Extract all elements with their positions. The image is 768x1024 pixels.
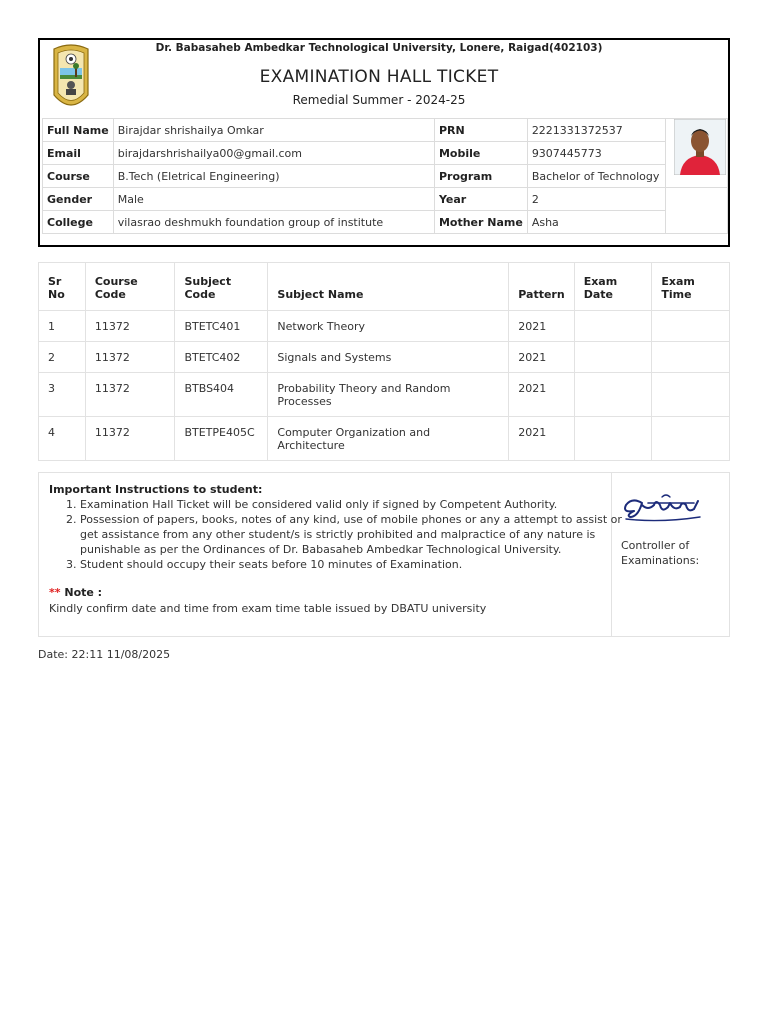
university-name: Dr. Babasaheb Ambedkar Technological University, Lonere, Raigad(402103)	[155, 42, 603, 54]
col-exam-time: Exam Time	[652, 263, 730, 311]
college-label: College	[43, 211, 114, 234]
exam-time	[652, 342, 730, 373]
pattern: 2021	[509, 342, 574, 373]
course-label: Course	[43, 165, 114, 188]
subjects-table	[38, 262, 730, 461]
exam-date	[574, 417, 652, 461]
note-label: Note :	[64, 586, 103, 599]
instructions-list	[49, 497, 635, 572]
subjects-header-row	[39, 263, 730, 311]
subject-name: Signals and Systems	[268, 342, 509, 373]
subject-name: Network Theory	[268, 311, 509, 342]
col-exam-date: Exam Date	[574, 263, 652, 311]
instruction-item: 1. Examination Hall Ticket will be considered valid only if signed by Competent Authority.	[80, 497, 635, 512]
subject-code: BTETPE405C	[175, 417, 268, 461]
hall-ticket-header	[38, 38, 730, 247]
col-pattern: Pattern	[509, 263, 574, 311]
instruction-item: 2. Possession of papers, books, notes of any kind, use of mobile phones or any a attempt to assist or get assistance from any other student/s is strictly prohibited and malpractice of any nature is punishable as per the Ordinances of Dr. Babasaheb Ambedkar Technological University.	[80, 512, 635, 557]
col-sr-no: Sr No	[39, 263, 86, 311]
instructions-box	[38, 472, 730, 637]
gender-label: Gender	[43, 188, 114, 211]
instructions-title: Important Instructions to student:	[49, 483, 263, 496]
controller-title	[621, 538, 699, 568]
sr-no: 1	[39, 311, 86, 342]
student-info-table	[42, 118, 728, 234]
signatory-panel	[612, 473, 728, 636]
mother-name-value: Asha	[527, 211, 665, 234]
course-code: 11372	[85, 311, 175, 342]
empty-cell	[666, 188, 728, 234]
exam-date	[574, 342, 652, 373]
exam-date	[574, 373, 652, 417]
course-code: 11372	[85, 417, 175, 461]
program-value: Bachelor of Technology	[527, 165, 665, 188]
col-course-code: Course Code	[85, 263, 175, 311]
page-title: EXAMINATION HALL TICKET	[259, 67, 499, 87]
controller-line-2: Examinations:	[621, 554, 700, 567]
col-subject-name: Subject Name	[268, 263, 509, 311]
year-label: Year	[434, 188, 527, 211]
table-row	[39, 373, 730, 417]
email-label: Email	[43, 142, 114, 165]
prn-value: 2221331372537	[527, 119, 665, 142]
program-label: Program	[434, 165, 527, 188]
year-value: 2	[527, 188, 665, 211]
note-heading	[49, 586, 102, 599]
sr-no: 4	[39, 417, 86, 461]
subject-code: BTBS404	[175, 373, 268, 417]
instruction-item: 3. Student should occupy their seats before 10 minutes of Examination.	[80, 557, 635, 572]
sr-no: 3	[39, 373, 86, 417]
pattern: 2021	[509, 417, 574, 461]
subject-name: Computer Organization and Architecture	[268, 417, 509, 461]
college-value: vilasrao deshmukh foundation group of institute	[113, 211, 434, 234]
email-value: birajdarshrishailya00@gmail.com	[113, 142, 434, 165]
table-row	[39, 342, 730, 373]
mobile-value: 9307445773	[527, 142, 665, 165]
instructions-panel	[39, 473, 622, 636]
exam-time	[652, 311, 730, 342]
generated-date: Date: 22:11 11/08/2025	[38, 648, 171, 661]
photo-cell	[666, 119, 728, 188]
gender-value: Male	[113, 188, 434, 211]
subject-code: BTETC401	[175, 311, 268, 342]
sr-no: 2	[39, 342, 86, 373]
full-name-label: Full Name	[43, 119, 114, 142]
full-name-value: Birajdar shrishailya Omkar	[113, 119, 434, 142]
student-photo	[674, 119, 726, 175]
course-code: 11372	[85, 373, 175, 417]
mobile-label: Mobile	[434, 142, 527, 165]
table-row	[39, 417, 730, 461]
controller-line-1: Controller of	[621, 539, 690, 552]
col-subject-code: Subject Code	[175, 263, 268, 311]
pattern: 2021	[509, 373, 574, 417]
pattern: 2021	[509, 311, 574, 342]
exam-date	[574, 311, 652, 342]
course-code: 11372	[85, 342, 175, 373]
note-stars: **	[49, 586, 61, 599]
prn-label: PRN	[434, 119, 527, 142]
mother-name-label: Mother Name	[434, 211, 527, 234]
subject-code: BTETC402	[175, 342, 268, 373]
note-text: Kindly confirm date and time from exam time table issued by DBATU university	[49, 602, 487, 615]
controller-signature	[620, 491, 704, 527]
exam-time	[652, 417, 730, 461]
course-value: B.Tech (Eletrical Engineering)	[113, 165, 434, 188]
exam-session: Remedial Summer - 2024-25	[292, 93, 466, 107]
exam-time	[652, 373, 730, 417]
subject-name: Probability Theory and Random Processes	[268, 373, 509, 417]
table-row	[39, 311, 730, 342]
